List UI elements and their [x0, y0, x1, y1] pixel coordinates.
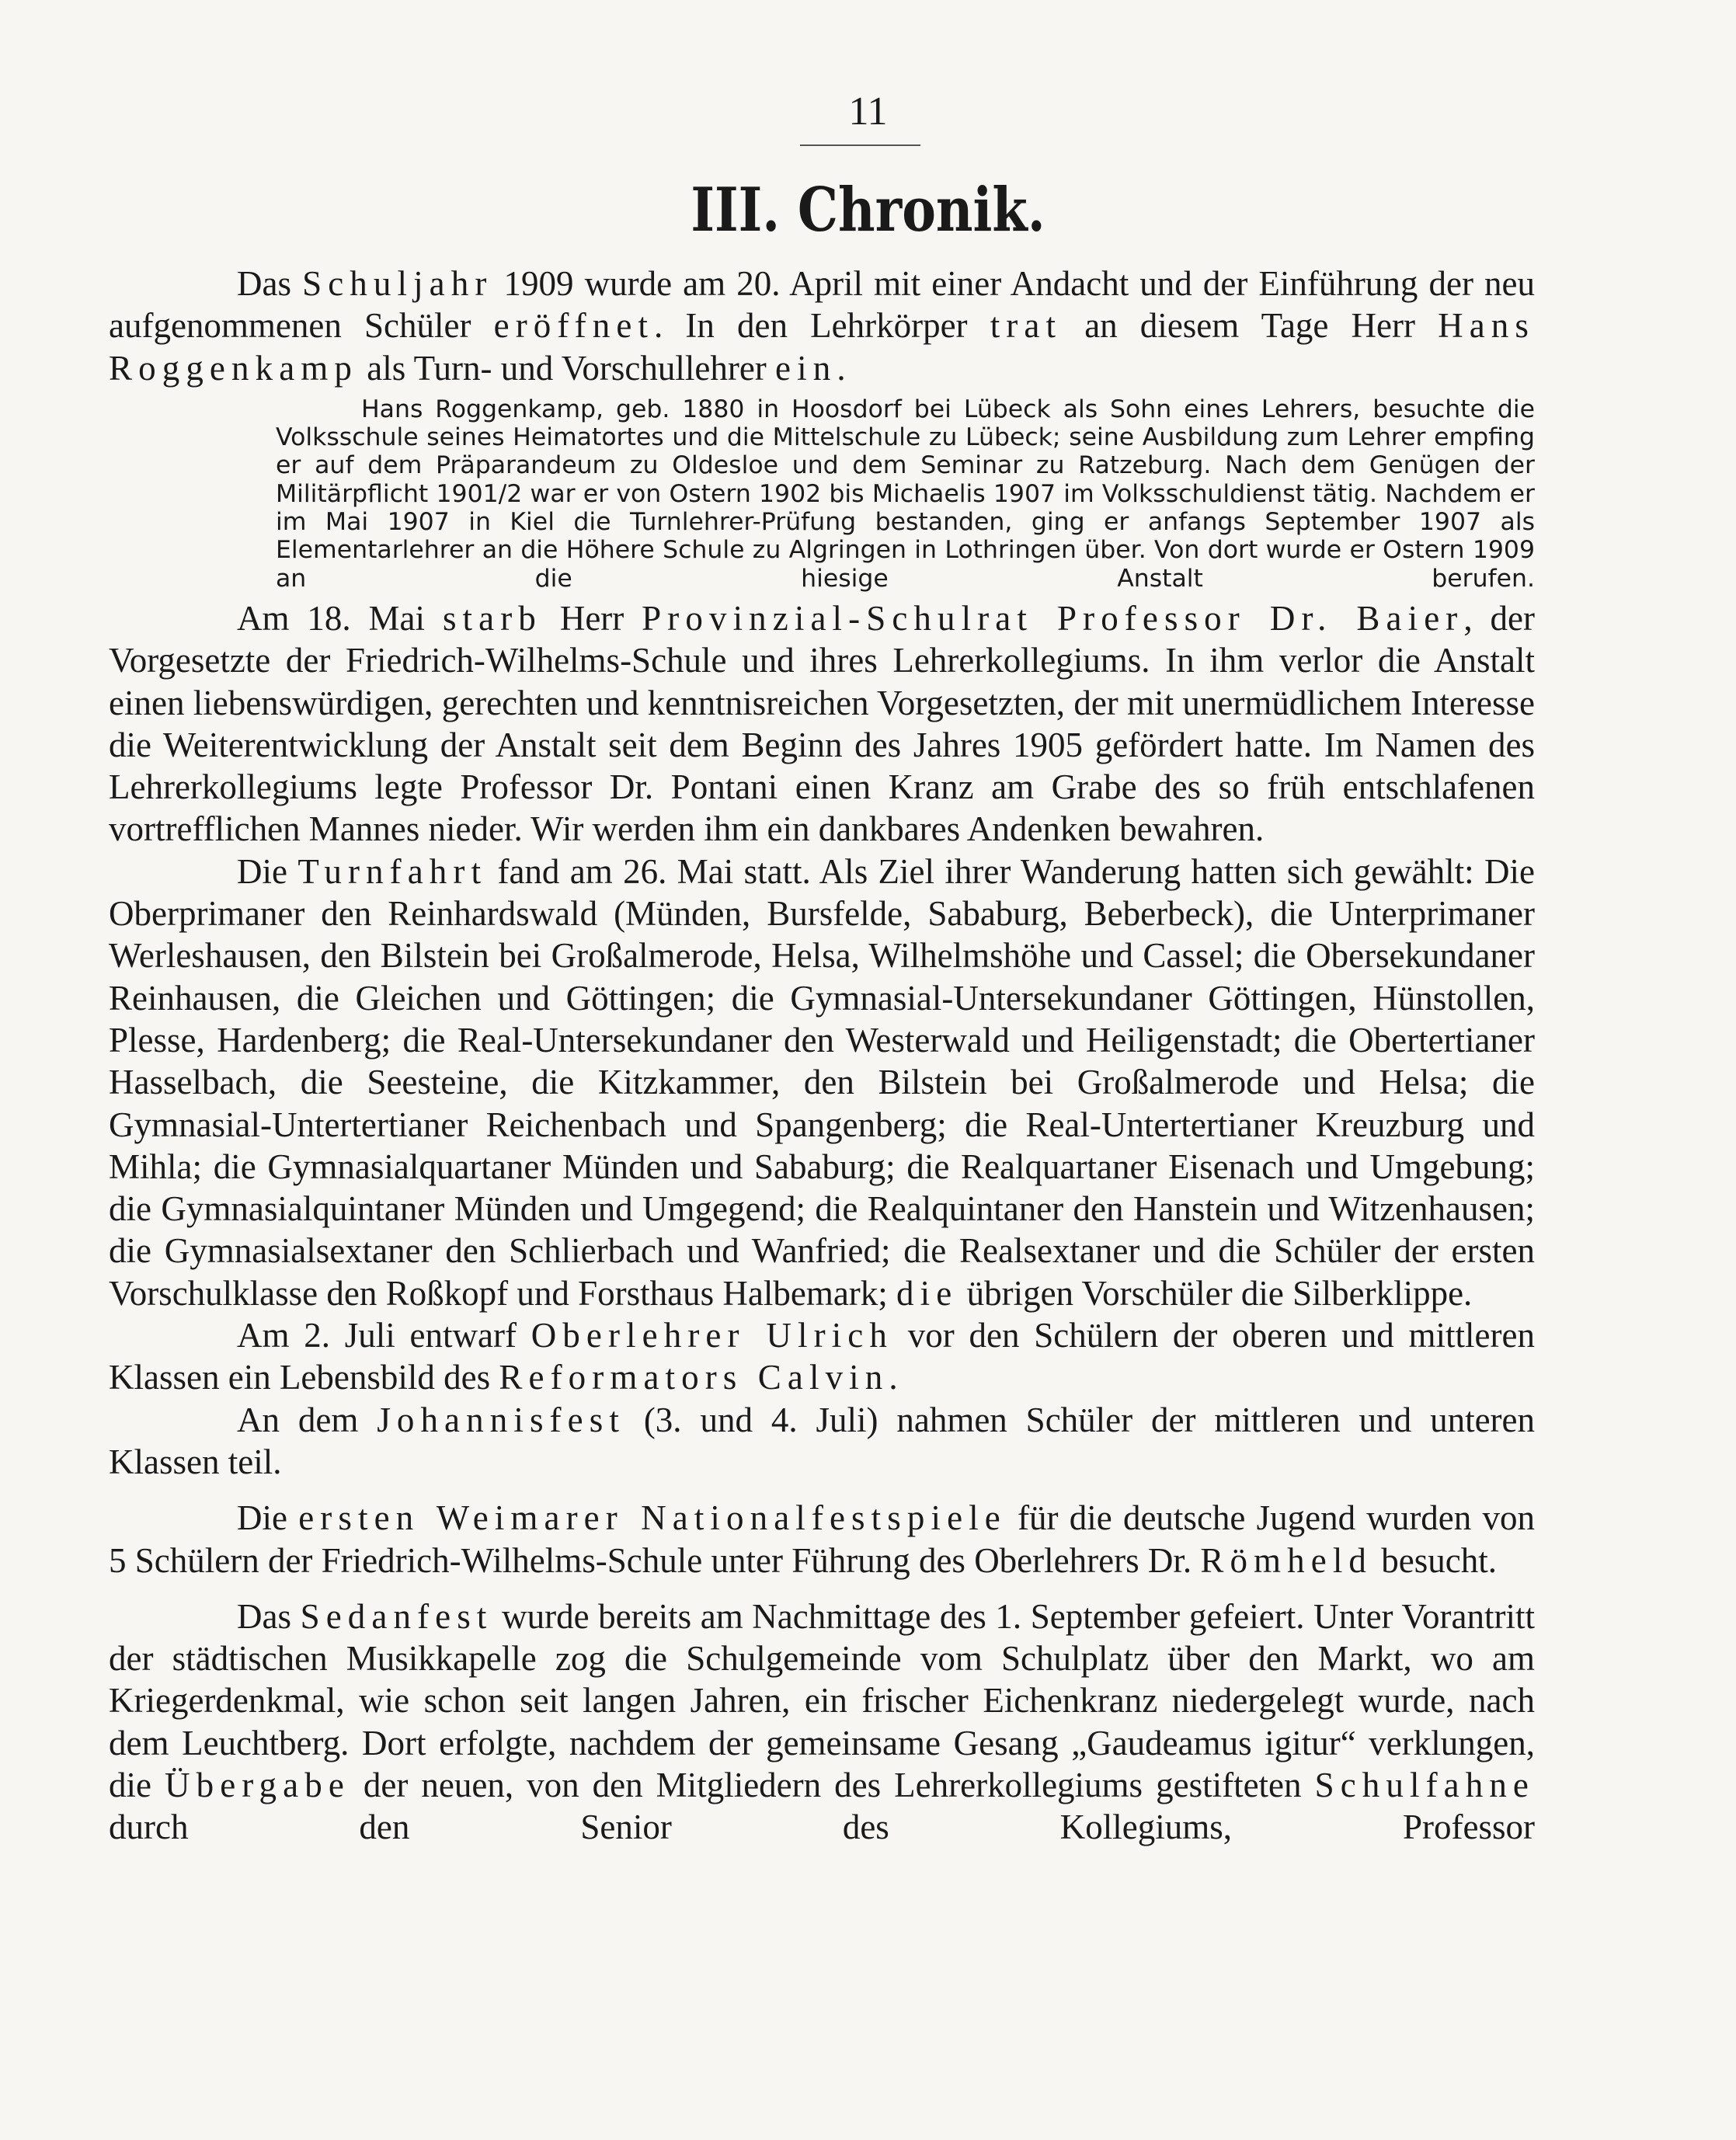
- paragraph-school-year: [109, 263, 1535, 389]
- text-run: für die deutsche Jugend wurden von 5 Schülern der Friedrich-Wilhelms-Schule unter Führung des Oberlehrers Dr.: [109, 1498, 1535, 1580]
- spaced-term: Johannisfest: [377, 1400, 625, 1439]
- text-run: Am 2. Juli entwarf: [237, 1316, 531, 1355]
- text-run: Die: [237, 851, 298, 891]
- text-run: durch den Senior des Kollegiums, Professor: [109, 1808, 1535, 1847]
- paragraph-obituary: [109, 597, 1535, 851]
- biographical-note: [276, 395, 1535, 593]
- text-run: .: [889, 1358, 898, 1397]
- text-run: Die: [237, 1498, 299, 1538]
- text-run: fand am 26. Mai statt. Als Ziel ihrer Wanderung hatten sich gewählt: Die Oberprimaner den Reinhardswald (Münden, Bursfelde, Sababurg, Beberbeck), die Unterprimaner Werleshausen, den Bilstein bei Großalmerode, Helsa, Wilhelmshöhe und Cassel; die Obersekundaner Reinhausen, die Gleichen und Göttingen; die Gymnasial-Untersekundaner Göttingen, Hünstollen, Plesse, Hardenberg; die Real-Untersekundaner den Westerwald und Heiligenstadt; die Obertertianer Hasselbach, die Seesteine, die Kitzkammer, den Bilstein bei Großalmerode und Helsa; die Gymnasial-Untertertianer Reichenbach und Spangenberg; die Real-Untertertianer Kreuzburg und Mihla; die Gymnasialquartaner Münden und Sababurg; die Realquartaner Eisenach und Umgebung; die Gymnasialquintaner Münden und Umgegend; die Realquintaner den Hanstein und Witzenhausen; die Gymnasialsextaner den Schlierbach und Wanfried; die Realsextaner und die Schüler der ersten Vorschulklasse den Roßkopf und Forsthaus Halbemark;: [109, 851, 1535, 1313]
- text-run: , der Vorgesetzte der Friedrich-Wilhelms-Schule und ihres Lehrerkollegiums. In ihm verlor die Anstalt einen liebenswürdigen, gerechten und kenntnisreichen Vorgesetzten, der mit unermüdlichem Interesse die Weiterentwicklung der Anstalt seit dem Beginn des Jahres 1905 gefördert hatte. Im Namen des Lehrerkollegiums legte Professor Dr. Pontani einen Kranz am Grabe des so früh entschlafenen vortrefflichen Mannes nieder. Wir werden ihm ein dankbares Andenken bewahren.: [109, 598, 1535, 849]
- spaced-term: Schuljahr: [302, 264, 493, 303]
- spaced-term: trat: [990, 306, 1063, 346]
- spaced-term: Turnfahrt: [297, 851, 488, 891]
- text-run: Herr: [541, 598, 642, 638]
- text-run: an diesem Tage Herr: [1062, 306, 1439, 346]
- spaced-term: Provinzial-Schulrat Professor Dr. Baier: [642, 598, 1464, 638]
- spaced-term: die: [896, 1273, 958, 1313]
- text-run: Das: [237, 264, 303, 303]
- paragraph-calvin-lecture: [109, 1314, 1535, 1399]
- text-run: (3. und 4. Juli) nahmen Schüler der mittleren und unteren Klassen teil.: [109, 1400, 1535, 1481]
- text-run: als Turn- und Vorschullehrer: [357, 348, 776, 388]
- spaced-term: Übergabe: [165, 1765, 350, 1804]
- text-run: An dem: [237, 1400, 377, 1439]
- text-run: vor den Schülern der oberen und mittleren Klassen ein Lebensbild des: [109, 1316, 1535, 1397]
- text-run: Das: [237, 1596, 301, 1636]
- spaced-term: ersten Weimarer Nationalfestspiele: [298, 1498, 1007, 1538]
- paragraph-johannisfest: [109, 1399, 1535, 1484]
- text-run: 1909 wurde am 20. April mit einer Andacht und der Einführung der neu aufgenommenen Schüler: [109, 264, 1535, 346]
- header-rule: [800, 144, 920, 146]
- page-number: 11: [848, 89, 888, 134]
- text-run: besucht.: [1372, 1540, 1497, 1580]
- paragraph-excursion: [109, 851, 1535, 1314]
- paragraph-weimar-festival: [109, 1497, 1535, 1582]
- text-run: wurde bereits am Nachmittage des 1. September gefeiert. Unter Vorantritt der städtischen Musikkapelle zog die Schulgemeinde vom Schulplatz über den Markt, wo am Kriegerdenkmal, wie schon seit langen Jahren, ein frischer Eichenkranz niedergelegt wurde, nach dem Leuchtberg. Dort erfolgte, nachdem der gemeinsame Gesang „Gaudeamus igitur“ verklungen, die: [109, 1596, 1535, 1804]
- spaced-term: Reformators Calvin: [499, 1358, 889, 1397]
- note-text: Hans Roggenkamp, geb. 1880 in Hoosdorf bei Lübeck als Sohn eines Lehrers, besuchte die Volksschule seines Heimatortes und die Mittelschule zu Lübeck; seine Ausbildung zum Lehrer empfing er auf dem Präparandeum zu Oldesloe und dem Seminar zu Ratzeburg. Nach dem Genügen der Militärpflicht 1901/2 war er von Ostern 1902 bis Michaelis 1907 im Volksschuldienst tätig. Nachdem er im Mai 1907 in Kiel die Turnlehrer-Prüfung bestanden, ging er anfangs September 1907 als Elementarlehrer an die Höhere Schule zu Algringen in Lothringen über. Von dort wurde er Ostern 1909 an die hiesige Anstalt berufen.: [276, 395, 1535, 593]
- text-run: übrigen Vorschüler die Silberklippe.: [958, 1273, 1473, 1313]
- spaced-term: eröffnet: [493, 306, 655, 346]
- spaced-term: Schulfahne: [1314, 1765, 1535, 1804]
- spaced-term: starb: [442, 598, 542, 638]
- spaced-term: Hans Roggenkamp: [109, 306, 1535, 388]
- text-run: .: [837, 348, 846, 388]
- text-run: . In den Lehrkörper: [654, 306, 990, 346]
- chapter-title: III. Chronik.: [691, 175, 1045, 245]
- spaced-term: Römheld: [1200, 1540, 1373, 1580]
- spaced-term: Sedanfest: [300, 1596, 493, 1636]
- spaced-term: ein: [775, 348, 837, 388]
- text-run: der neuen, von den Mitgliedern des Lehrerkollegiums gestifteten: [350, 1765, 1315, 1804]
- body-text: [109, 263, 1535, 1849]
- paragraph-sedan-day: [109, 1595, 1535, 1849]
- text-run: Am 18. Mai: [237, 598, 443, 638]
- spaced-term: Oberlehrer Ulrich: [531, 1316, 893, 1355]
